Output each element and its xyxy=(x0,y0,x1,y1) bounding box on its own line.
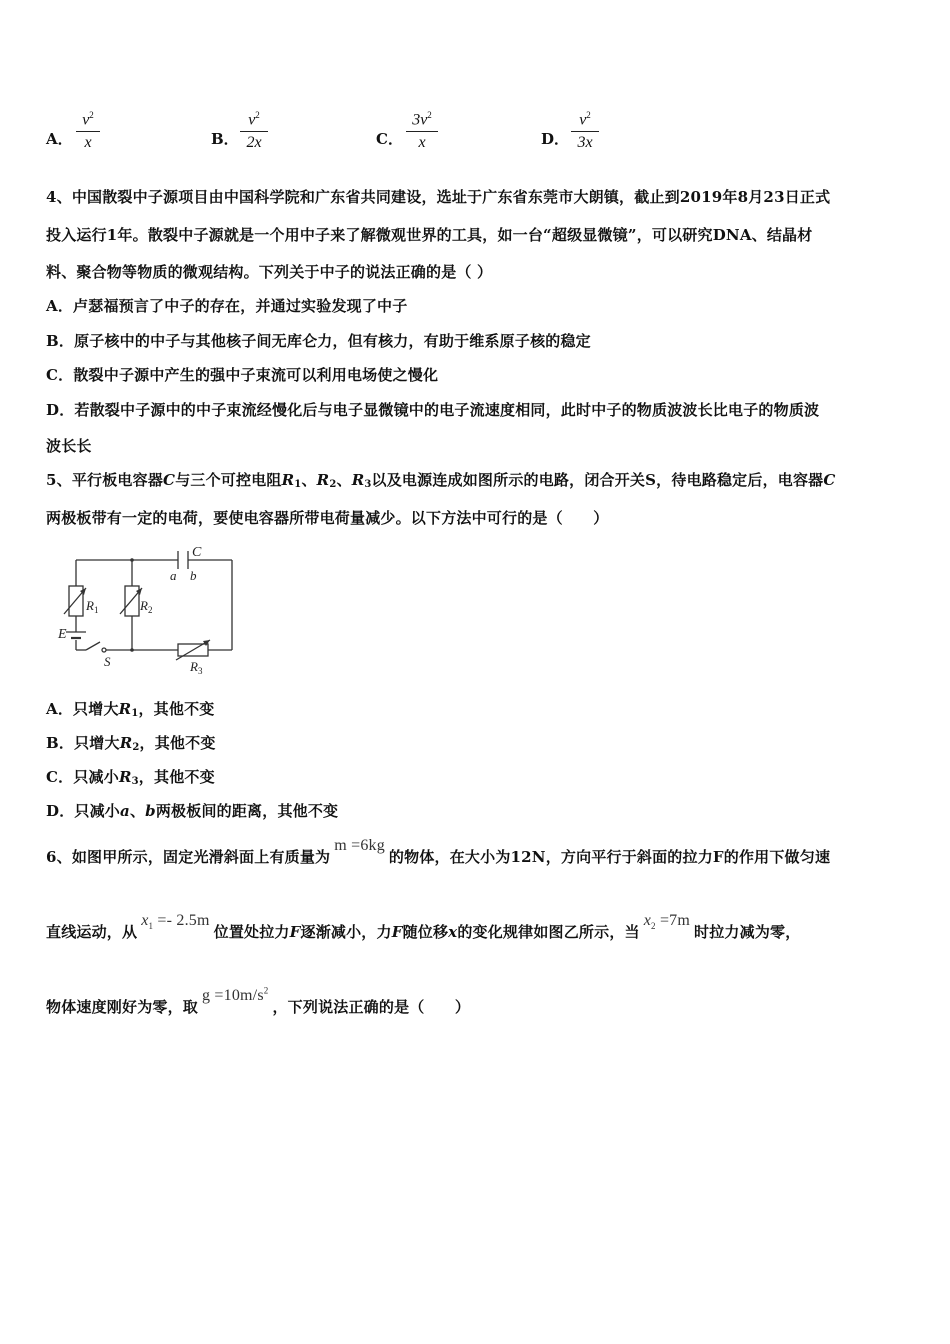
label-e: E xyxy=(58,627,67,642)
q3-option-a-label: A． xyxy=(46,130,73,148)
q4-stem-line-1: 4、中国散裂中子源项目由中国科学院和广东省共同建设，选址于广东省东莞市大朗镇，截止到2019年8月23日正式 xyxy=(46,188,831,206)
label-c: C xyxy=(192,545,202,560)
q4-option-d-line-2: 波长长 xyxy=(46,437,92,455)
label-r2: $R_2$ xyxy=(140,598,153,615)
q3-option-c-fraction: $3v^2$ x xyxy=(406,106,438,152)
q3-option-d-label: D． xyxy=(541,130,570,148)
q5-stem-line-2: 两极板带有一定的电荷，要使电容器所带电荷量减少。以下方法中可行的是（ ） xyxy=(46,509,609,527)
q6-stem-line-2: 直线运动，从$x_1 =- 2.5m$位置处拉力F逐渐减小，力F随位移x的变化规律如图乙所示，当$x_2 =7m$时拉力减为零， xyxy=(46,912,801,941)
label-r3: $R_3$ xyxy=(190,659,203,676)
label-s: S xyxy=(104,654,111,669)
q3-option-c-label: C． xyxy=(376,130,403,148)
q4-option-c: C．散裂中子源中产生的强中子束流可以利用电场使之慢化 xyxy=(46,366,439,384)
q4-stem-line-2: 投入运行1年。散裂中子源就是一个用中子来了解微观世界的工具，如一台“超级显微镜”，可以研究DNA、结晶材 xyxy=(46,226,813,244)
q5-stem-line-1: 5、平行板电容器C与三个可控电阻$R_1$、$R_2$、$R_3$以及电源连成如图所示的电路，闭合开关S，待电路稳定后，电容器C xyxy=(46,471,836,490)
q4-option-d-line-1: D．若散裂中子源中的中子束流经慢化后与电子显微镜中的电子流速度相同，此时中子的物质波波长比电子的物质波 xyxy=(46,401,820,419)
q6-stem-line-1: 6、如图甲所示，固定光滑斜面上有质量为m =6kg的物体，在大小为12N，方向平行于斜面的拉力F的作用下做匀速 xyxy=(46,837,831,866)
q6-stem-line-3: 物体速度刚好为零，取$g =10m/s^2$，下列说法正确的是（ ） xyxy=(46,985,471,1016)
q5-option-a: A．只增大$R_1$，其他不变 xyxy=(46,700,215,719)
q5-option-d: D．只减小a、b两极板间的距离，其他不变 xyxy=(46,802,339,820)
q3-option-d-fraction: $v^2$ 3x xyxy=(571,106,599,152)
label-a: a xyxy=(170,568,177,583)
q5-option-b: B．只增大$R_2$，其他不变 xyxy=(46,734,216,753)
label-b: b xyxy=(190,568,197,583)
resistor-r1 xyxy=(69,586,83,616)
q4-option-b: B．原子核中的中子与其他核子间无库仑力，但有核力，有助于维系原子核的稳定 xyxy=(46,332,591,350)
q3-option-a-fraction: $v^2$ x xyxy=(76,106,100,152)
q5-option-c: C．只减小$R_3$，其他不变 xyxy=(46,768,215,787)
q3-option-b-label: B． xyxy=(211,130,239,148)
label-r1: $R_1$ xyxy=(86,598,99,615)
q3-option-b-fraction: $v^2$ 2x xyxy=(240,106,268,152)
q4-option-a: A．卢瑟福预言了中子的存在，并通过实验发现了中子 xyxy=(46,297,408,315)
q4-stem-line-3: 料、聚合物等物质的微观结构。下列关于中子的说法正确的是（ ） xyxy=(46,263,493,281)
switch-s xyxy=(86,642,100,650)
q5-circuit-diagram xyxy=(52,542,244,678)
resistor-r2 xyxy=(125,586,139,616)
